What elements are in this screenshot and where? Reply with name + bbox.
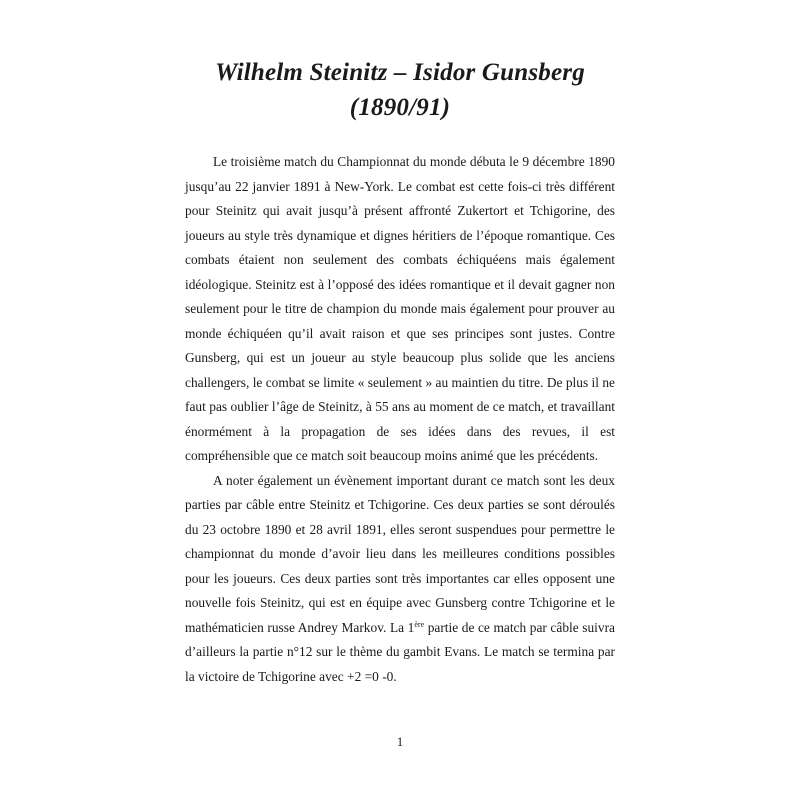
page-subtitle-years: (1890/91) <box>349 94 451 121</box>
page-title: Wilhelm Steinitz – Isidor Gunsberg <box>215 59 585 86</box>
paragraph-2 <box>185 469 615 690</box>
paragraph-1: Le troisième match du Championnat du monde débuta le 9 décembre 1890 jusqu’au 22 janvier 1891 à New-York. Le combat est cette fois-ci très différent pour Steinitz qui avait jusqu’à présent affronté Zukertort et Tchigorine, des joueurs au style très dynamique et dignes héritiers de l’époque romantique. Ces combats étaient non seulement des combats échiquéens mais également idéologique. Steinitz est à l’opposé des idées romantique et il devait gagner non seulement pour le titre de champion du monde mais également pour prouver au monde échiquéen qu’il avait raison et que ses principes sont justes. Contre Gunsberg, qui est un joueur au style beaucoup plus solide que les anciens challengers, le combat se limite « seulement » au maintien du titre. De plus il ne faut pas oublier l’âge de Steinitz, à 55 ans au moment de ce match, et travaillant énormément à la propagation de ses idées dans des revues, il est compréhensible que ce match soit beaucoup moins animé que les précédents. <box>185 154 615 463</box>
paragraph-2-text-a: A noter également un évènement important durant ce match sont les deux parties par câble entre Steinitz et Tchigorine. Ces deux parties se sont déroulés du 23 octobre 1890 et 28 avril 1891, elles seront suspendues pour permettre le championnat du monde d’avoir lieu dans les meilleures conditions possibles pour les joueurs. Ces deux parties sont très importantes car elles opposent une nouvelle fois Steinitz, qui est en équipe avec Gunsberg contre Tchigorine et le mathématicien russe Andrey Markov. La 1 <box>185 472 615 635</box>
ordinal-superscript: ère <box>414 619 425 629</box>
paragraph-2-text-b: partie de ce match par câble suivra d’ailleurs la partie n°12 sur le thème du gambit Evans. Le match se termina par la victoire de Tchigorine avec +2 =0 -0. <box>185 619 615 684</box>
page-number: 1 <box>396 734 404 749</box>
body-text <box>185 150 615 689</box>
